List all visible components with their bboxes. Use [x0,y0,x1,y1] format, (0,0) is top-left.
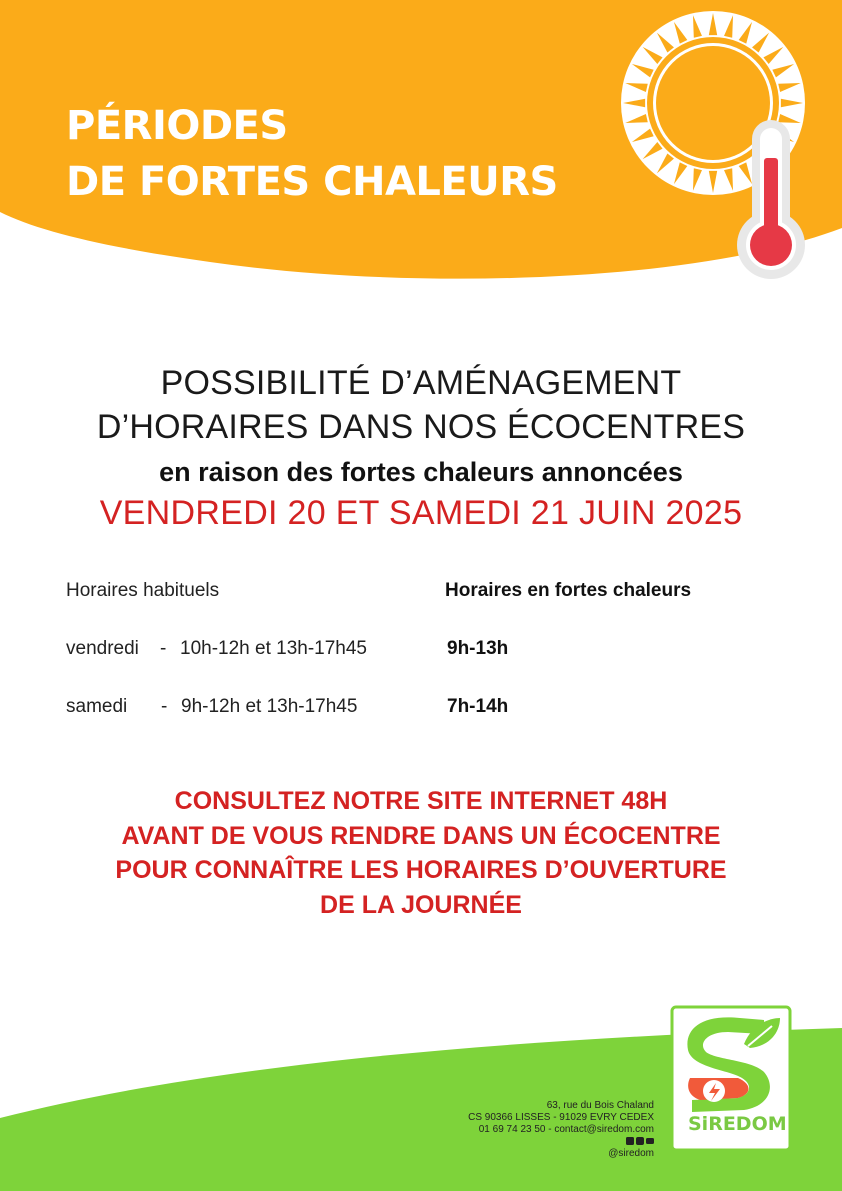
heat-hours-header: Horaires en fortes chaleurs [445,580,692,601]
friday-heat-hours: 9h-13h [447,638,509,659]
logo-text: SiREDOM [688,1113,787,1135]
title-line-2: DE FORTES CHALEURS [66,159,558,205]
saturday-usual-hours: 9h-12h et 13h-17h45 [181,696,358,717]
contact-line: 01 69 74 23 50 - contact@siredom.com [478,1124,654,1135]
announcement-line-2: D’HORAIRES DANS NOS ÉCOCENTRES [96,408,746,446]
social-line [468,1136,654,1160]
cta-line-1: CONSULTEZ NOTRE SITE INTERNET 48H [174,787,668,815]
friday-day: vendredi [66,638,139,659]
page-title [66,98,558,210]
address-line-1: 63, rue du Bois Chaland [546,1100,654,1111]
announcement-reason: en raison des fortes chaleurs annoncées [159,457,683,487]
announcement-line-1: POSSIBILITÉ D’AMÉNAGEMENT [160,364,682,402]
cta-line-4: DE LA JOURNÉE [320,890,522,919]
social-icons [626,1137,654,1146]
title-line-1: PÉRIODES [66,103,288,149]
facebook-icon[interactable] [626,1137,634,1145]
saturday-separator: - [161,696,168,717]
call-to-action [0,784,842,922]
friday-separator: - [160,638,167,659]
announcement-dates: VENDREDI 20 ET SAMEDI 21 JUIN 2025 [99,494,743,532]
youtube-icon[interactable] [646,1138,654,1144]
cta-line-3: POUR CONNAÎTRE LES HORAIRES D’OUVERTURE [115,856,727,884]
usual-hours-header: Horaires habituels [66,580,220,601]
saturday-day: samedi [66,696,128,717]
saturday-heat-hours: 7h-14h [447,696,509,717]
address-line-2: CS 90366 LISSES - 91029 EVRY CEDEX [468,1112,654,1123]
social-handle[interactable]: @siredom [608,1148,654,1159]
cta-line-2: AVANT DE VOUS RENDRE DANS UN ÉCOCENTRE [121,821,721,850]
footer-address [468,1100,654,1160]
instagram-icon[interactable] [636,1137,644,1145]
friday-usual-hours: 10h-12h et 13h-17h45 [180,638,367,659]
